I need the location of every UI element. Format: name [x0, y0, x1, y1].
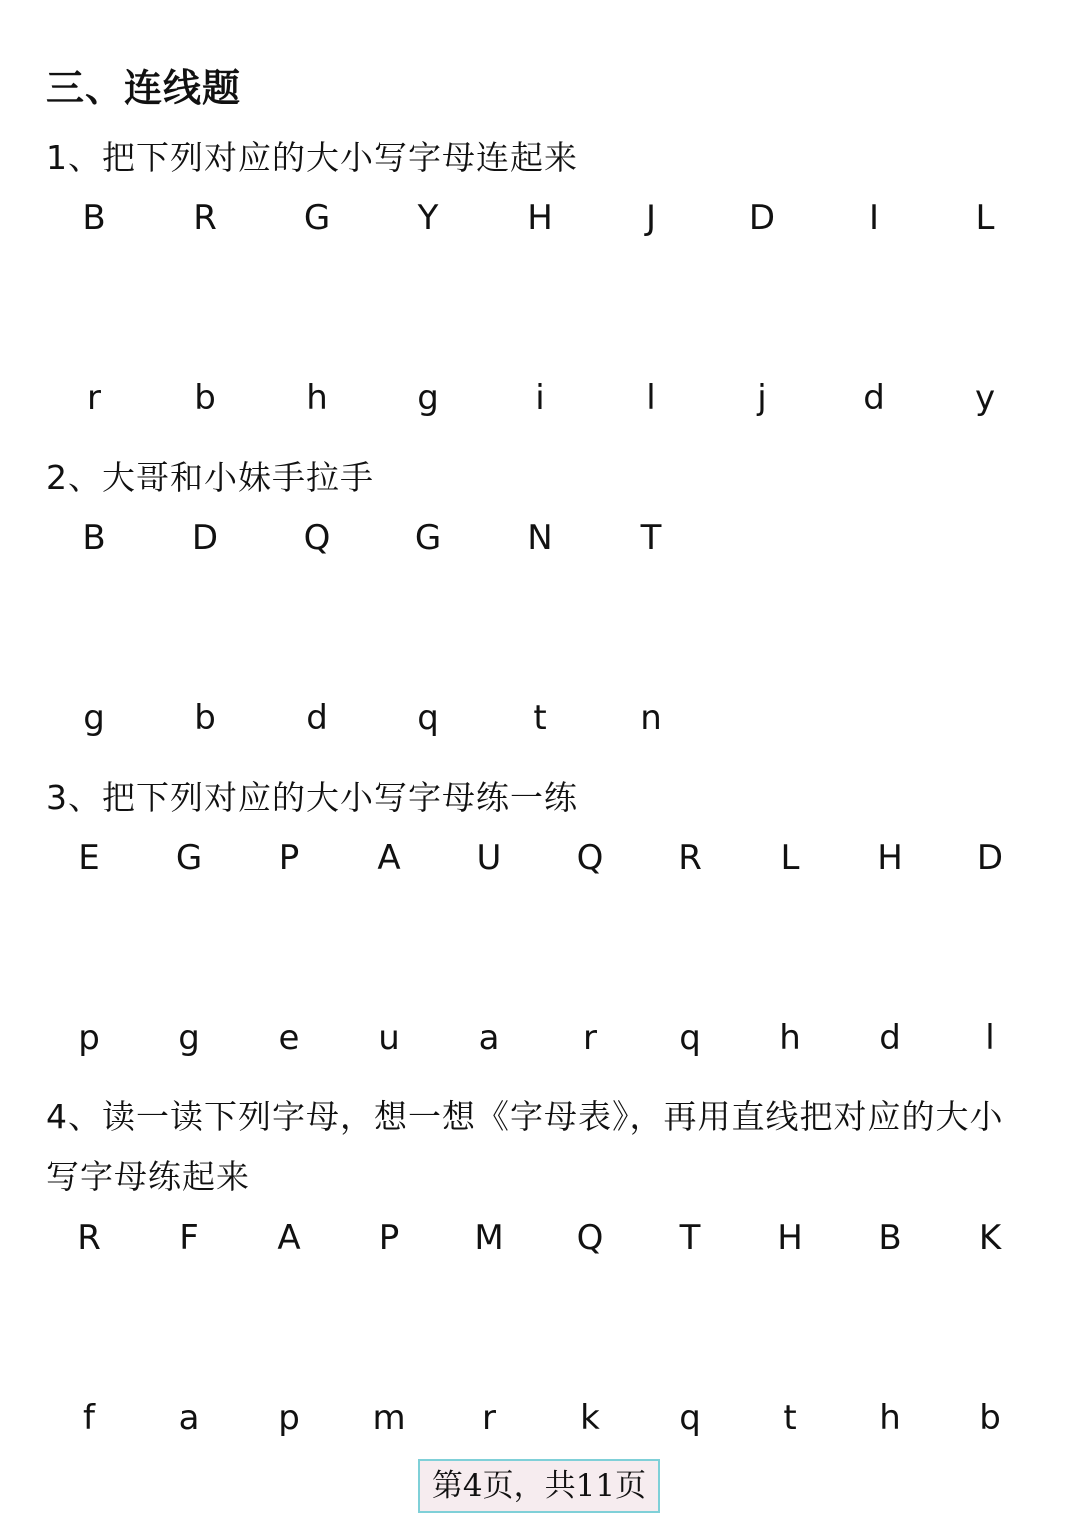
question-3-lowercase-row — [0, 1008, 1080, 1068]
letter-upper: E — [78, 838, 100, 878]
question-2-title: 2、大哥和小妹手拉手 — [46, 458, 374, 497]
letter-lower: l — [646, 378, 656, 418]
letter-lower: f — [83, 1398, 95, 1438]
letter-upper: R — [77, 1218, 101, 1258]
letter-lower: b — [979, 1398, 1001, 1438]
letter-upper: A — [377, 838, 401, 878]
question-4-title: 4、读一读下列字母，想一想《字母表》，再用直线把对应的大小写字母练起来 — [46, 1097, 1004, 1196]
letter-upper: D — [976, 838, 1004, 878]
letter-upper: Q — [303, 518, 331, 558]
letter-upper: F — [179, 1218, 199, 1258]
letter-lower: r — [583, 1018, 597, 1058]
letter-lower: u — [378, 1018, 400, 1058]
letter-lower: g — [178, 1018, 200, 1058]
letter-upper: H — [877, 838, 903, 878]
letter-lower: k — [580, 1398, 600, 1438]
letter-lower: q — [679, 1018, 701, 1058]
letter-upper: G — [303, 198, 331, 238]
letter-upper: T — [679, 1218, 701, 1258]
letter-upper: D — [748, 198, 776, 238]
letter-lower: t — [533, 698, 547, 738]
letter-upper: B — [878, 1218, 902, 1258]
letter-lower: g — [417, 378, 439, 418]
question-2-lowercase-row — [0, 688, 1080, 748]
letter-lower: h — [879, 1398, 901, 1438]
letter-upper: R — [678, 838, 702, 878]
question-3-title: 3、把下列对应的大小写字母练一练 — [46, 778, 578, 817]
letter-upper: B — [82, 198, 106, 238]
letter-lower: g — [83, 698, 105, 738]
letter-lower: h — [779, 1018, 801, 1058]
letter-upper: R — [193, 198, 217, 238]
letter-lower: d — [879, 1018, 901, 1058]
question-1-lowercase-row — [0, 368, 1080, 428]
letter-lower: e — [278, 1018, 300, 1058]
letter-upper: N — [527, 518, 553, 558]
letter-lower: q — [417, 698, 439, 738]
question-1-title: 1、把下列对应的大小写字母连起来 — [46, 138, 578, 177]
letter-lower: d — [863, 378, 885, 418]
letter-upper: T — [640, 518, 662, 558]
letter-lower: p — [278, 1398, 300, 1438]
letter-lower: h — [306, 378, 328, 418]
letter-lower: n — [640, 698, 662, 738]
letter-upper: M — [474, 1218, 504, 1258]
letter-lower: b — [194, 698, 216, 738]
letter-upper: U — [476, 838, 502, 878]
letter-upper: Y — [417, 198, 439, 238]
letter-upper: H — [777, 1218, 803, 1258]
question-4-lowercase-row — [0, 1388, 1080, 1448]
letter-lower: m — [372, 1398, 406, 1438]
letter-lower: j — [757, 378, 767, 418]
question-4-uppercase-row — [0, 1208, 1080, 1268]
letter-lower: a — [478, 1018, 500, 1058]
letter-lower: q — [679, 1398, 701, 1438]
letter-upper: B — [82, 518, 106, 558]
letter-upper: J — [645, 198, 657, 238]
letter-lower: d — [306, 698, 328, 738]
letter-upper: P — [278, 838, 300, 878]
letter-upper: A — [277, 1218, 301, 1258]
letter-upper: L — [975, 198, 995, 238]
letter-lower: a — [178, 1398, 200, 1438]
page-number-footer: 第4页，共11页 — [418, 1459, 660, 1513]
letter-upper: Q — [576, 838, 604, 878]
question-3-uppercase-row — [0, 828, 1080, 888]
letter-lower: l — [985, 1018, 995, 1058]
section-title: 三、连线题 — [46, 66, 242, 110]
letter-upper: G — [414, 518, 442, 558]
letter-lower: y — [974, 378, 996, 418]
letter-upper: D — [191, 518, 219, 558]
question-2-uppercase-row — [0, 508, 1080, 568]
letter-upper: H — [527, 198, 553, 238]
letter-lower: b — [194, 378, 216, 418]
letter-lower: i — [535, 378, 545, 418]
letter-lower: t — [783, 1398, 797, 1438]
letter-upper: I — [868, 198, 880, 238]
letter-lower: r — [482, 1398, 496, 1438]
letter-lower: p — [78, 1018, 100, 1058]
letter-lower: r — [87, 378, 101, 418]
letter-upper: Q — [576, 1218, 604, 1258]
letter-upper: L — [780, 838, 800, 878]
letter-upper: G — [175, 838, 203, 878]
question-1-uppercase-row — [0, 188, 1080, 248]
letter-upper: P — [378, 1218, 400, 1258]
letter-upper: K — [978, 1218, 1002, 1258]
